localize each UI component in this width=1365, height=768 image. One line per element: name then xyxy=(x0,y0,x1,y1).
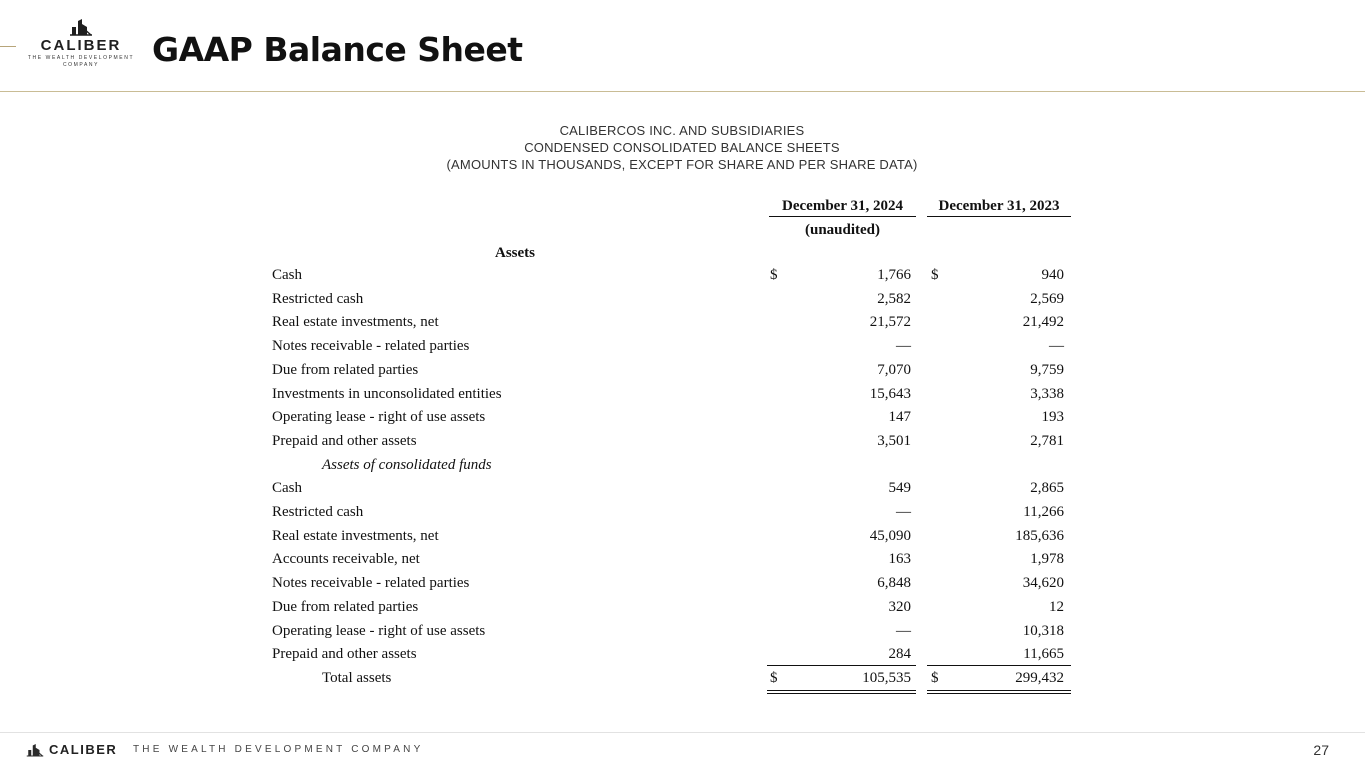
subtotal-rule-2023 xyxy=(927,665,1071,666)
value-2024: 549 xyxy=(888,480,911,497)
table-row xyxy=(272,362,1072,382)
value-2023: 940 xyxy=(1041,267,1064,283)
value-2023: 185,636 xyxy=(1015,527,1064,544)
page-number: 27 xyxy=(1313,742,1329,758)
value-2024: 284 xyxy=(888,646,911,663)
value-2023: 3,338 xyxy=(1030,385,1064,402)
unaudited-note: (unaudited) xyxy=(804,222,881,238)
table-row xyxy=(272,291,1072,311)
table-row xyxy=(272,551,1072,571)
section-heading-assets: Assets xyxy=(495,245,535,261)
table-row xyxy=(272,433,1072,453)
total-double-rule-2023-b xyxy=(927,693,1071,694)
value-2024: 163 xyxy=(888,551,911,568)
row-label: Operating lease - right of use assets xyxy=(272,409,486,426)
report-heading-line2: CONDENSED CONSOLIDATED BALANCE SHEETS xyxy=(524,140,840,155)
value-2023: 11,665 xyxy=(1023,646,1064,663)
page-title: GAAP Balance Sheet xyxy=(152,30,523,69)
row-label: Notes receivable - related parties xyxy=(272,338,470,355)
report-heading xyxy=(332,122,1032,173)
total-double-rule-2023-a xyxy=(927,690,1071,691)
value-2024: 3,501 xyxy=(877,432,911,449)
table-row xyxy=(272,409,1072,429)
logo-tagline-2: COMPANY xyxy=(62,62,100,68)
value-2024: 45,090 xyxy=(869,527,911,544)
table-row xyxy=(272,267,1072,287)
value-2023: 2,781 xyxy=(1030,432,1064,449)
currency-symbol: $ xyxy=(770,267,778,283)
row-label: Restricted cash xyxy=(272,290,364,307)
value-2023: 2,569 xyxy=(1030,290,1064,307)
row-label: Real estate investments, net xyxy=(272,314,439,331)
column-header-2024: December 31, 2024 xyxy=(769,198,916,217)
footer-divider xyxy=(0,732,1365,733)
value-2023: 11,266 xyxy=(1023,504,1064,520)
table-row xyxy=(272,670,1072,690)
total-double-rule-2024-a xyxy=(767,690,916,691)
row-label: Due from related parties xyxy=(272,598,419,615)
total-double-rule-2024-b xyxy=(767,693,916,694)
value-2023: 2,865 xyxy=(1030,480,1064,497)
caliber-building-icon xyxy=(69,18,93,36)
value-2024: — xyxy=(896,504,911,520)
table-row xyxy=(272,480,1072,500)
report-heading-line3: (AMOUNTS IN THOUSANDS, EXCEPT FOR SHARE AND PER SHARE DATA) xyxy=(446,157,918,172)
table-row xyxy=(272,314,1072,334)
table-row xyxy=(272,457,1072,477)
value-2023: 12 xyxy=(1049,598,1064,615)
subtotal-rule-2024 xyxy=(767,665,916,666)
value-2023: 10,318 xyxy=(1022,622,1064,639)
value-2024: — xyxy=(896,338,911,355)
header-accent-line xyxy=(0,46,16,47)
value-2023: 9,759 xyxy=(1030,361,1064,378)
row-label: Due from related parties xyxy=(272,361,419,378)
row-label: Notes receivable - related parties xyxy=(272,575,470,592)
row-label: Investments in unconsolidated entities xyxy=(272,385,502,402)
value-2024: 320 xyxy=(888,598,911,615)
value-2024: 2,582 xyxy=(877,290,911,307)
row-label: Prepaid and other assets xyxy=(272,432,417,449)
logo-wordmark: CALIBER xyxy=(40,37,122,54)
report-heading-line1: CALIBERCOS INC. AND SUBSIDIARIES xyxy=(559,123,805,138)
caliber-building-icon xyxy=(26,743,44,757)
table-row xyxy=(272,338,1072,358)
row-label: Prepaid and other assets xyxy=(272,646,417,663)
table-row xyxy=(272,386,1072,406)
table-row xyxy=(272,504,1072,524)
header-divider xyxy=(0,91,1365,92)
row-label: Accounts receivable, net xyxy=(272,551,420,568)
value-2024: 1,766 xyxy=(877,267,911,283)
row-label: Restricted cash xyxy=(272,504,364,520)
currency-symbol: $ xyxy=(770,669,778,686)
table-row xyxy=(272,599,1072,619)
table-row xyxy=(272,528,1072,548)
row-label: Operating lease - right of use assets xyxy=(272,622,486,639)
value-2024: 7,070 xyxy=(877,361,911,378)
value-2023: 193 xyxy=(1041,409,1064,426)
value-2024: 105,535 xyxy=(862,669,911,686)
value-2024: 6,848 xyxy=(877,575,911,592)
row-label: Assets of consolidated funds xyxy=(322,456,492,473)
currency-symbol: $ xyxy=(931,669,939,686)
row-label: Cash xyxy=(272,480,302,497)
footer-tagline: THE WEALTH DEVELOPMENT COMPANY xyxy=(133,744,424,755)
currency-symbol: $ xyxy=(931,267,939,283)
value-2023: 299,432 xyxy=(1015,669,1064,686)
value-2024: 21,572 xyxy=(869,314,911,331)
row-label: Cash xyxy=(272,267,302,283)
row-label: Total assets xyxy=(322,669,392,686)
table-row xyxy=(272,646,1072,666)
row-label: Real estate investments, net xyxy=(272,527,439,544)
value-2023: 34,620 xyxy=(1022,575,1064,592)
value-2024: 15,643 xyxy=(869,385,911,402)
table-row xyxy=(272,623,1072,643)
value-2024: — xyxy=(896,622,911,639)
value-2023: 21,492 xyxy=(1022,314,1064,331)
footer-brand: CALIBER xyxy=(49,742,118,757)
value-2023: 1,978 xyxy=(1030,551,1064,568)
table-row xyxy=(272,575,1072,595)
value-2024: 147 xyxy=(888,409,911,426)
caliber-logo xyxy=(22,18,140,68)
value-2023: — xyxy=(1049,338,1064,355)
logo-tagline: THE WEALTH DEVELOPMENT xyxy=(27,55,135,61)
column-header-2023: December 31, 2023 xyxy=(927,198,1071,217)
